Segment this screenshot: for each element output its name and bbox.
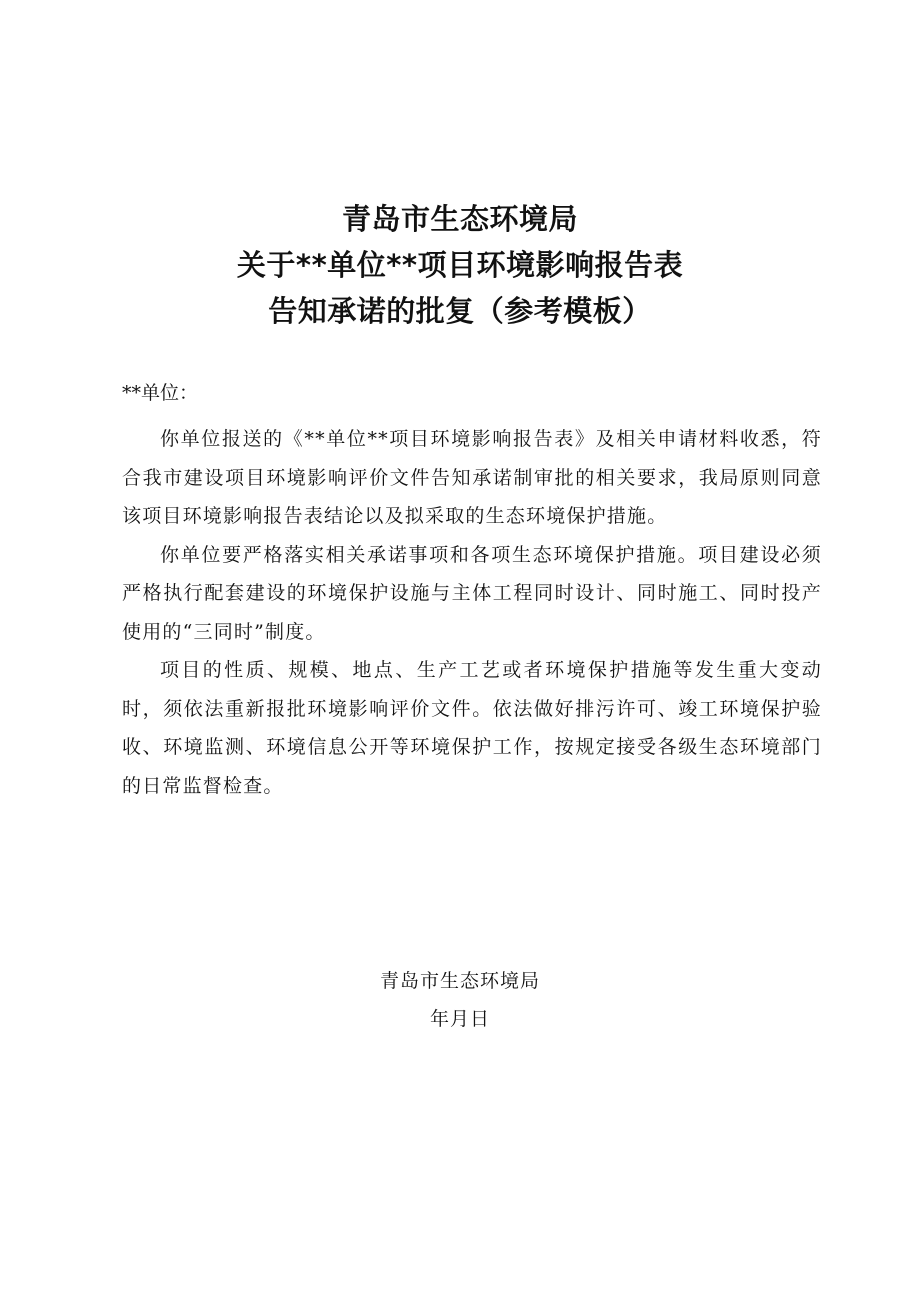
salutation: **单位： (122, 382, 199, 404)
paragraph-3: 项目的性质、规模、地点、生产工艺或者环境保护措施等发生重大变动时，须依法重新报批环境影响评价文件。依法做好排污许可、竣工环境保护验收、环境监测、环境信息公开等环境保护工作，按规定接受各级生态环境部门的日常监督检查。 (122, 659, 822, 797)
signature-issuer: 青岛市生态环境局 (379, 970, 540, 992)
title-line-3: 告知承诺的批复（参考模板） (268, 294, 652, 328)
signature-block (0, 962, 920, 1038)
title-line-2: 关于**单位**项目环境影响报告表 (236, 248, 684, 282)
paragraph-1: 你单位报送的《**单位**项目环境影响报告表》及相关申请材料收悉，符合我市建设项目环境影响评价文件告知承诺制审批的相关要求，我局原则同意该项目环境影响报告表结论以及拟采取的生态环境保护措施。 (122, 428, 822, 527)
signature-date: 年月日 (429, 1008, 490, 1030)
title-line-1: 青岛市生态环境局 (341, 202, 578, 236)
document-title (0, 196, 920, 334)
paragraph-2: 你单位要严格落实相关承诺事项和各项生态环境保护措施。项目建设必须严格执行配套建设的环境保护设施与主体工程同时设计、同时施工、同时投产使用的“三同时”制度。 (122, 543, 822, 643)
document-body (122, 420, 822, 805)
